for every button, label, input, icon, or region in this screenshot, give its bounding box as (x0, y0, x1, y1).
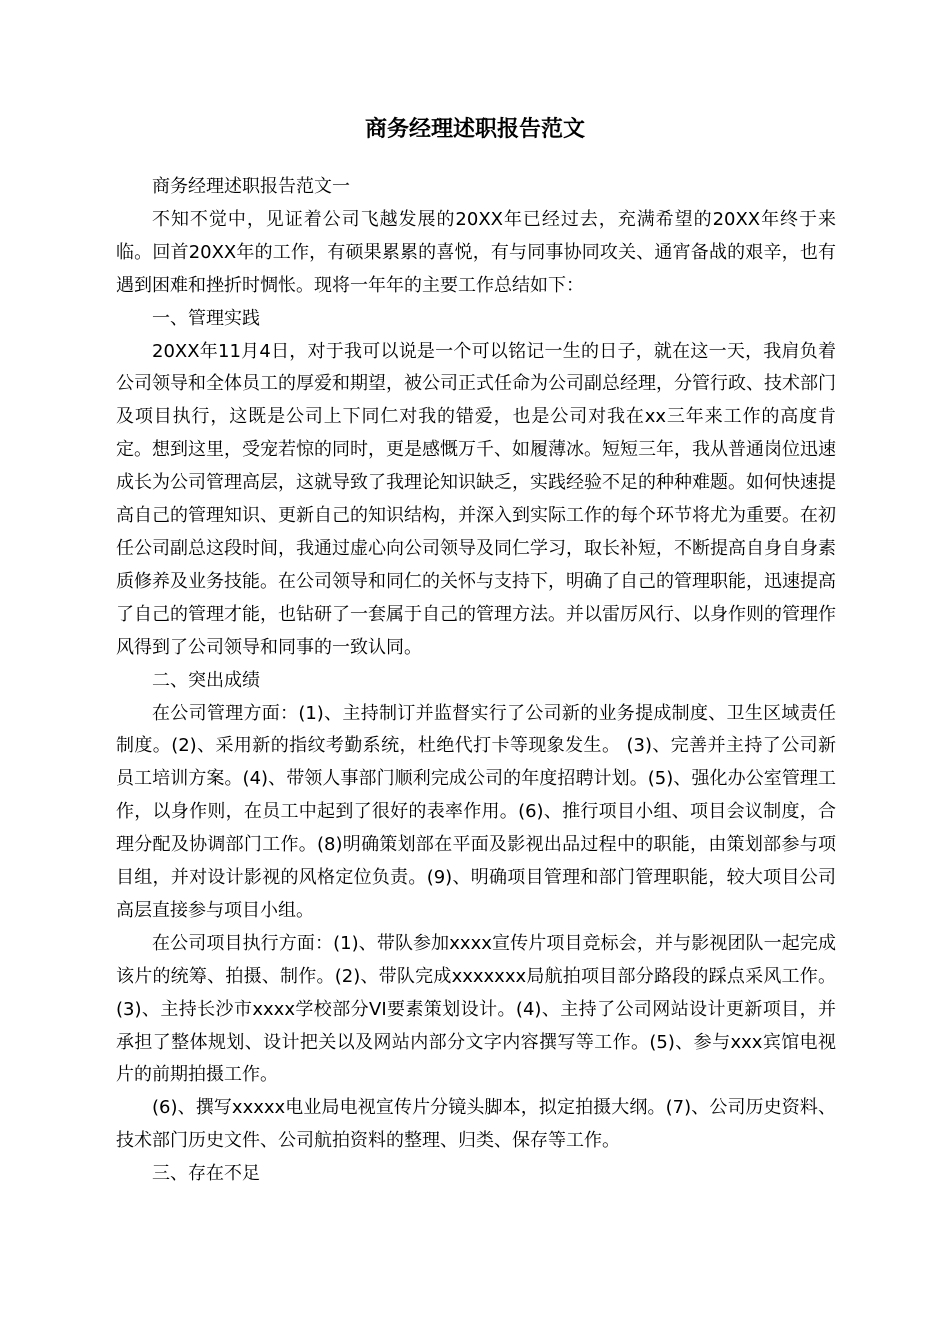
section-heading-shortcomings: 三、存在不足 (152, 1163, 260, 1185)
achievements-projects-paragraph: 在公司项目执行方面：(1)、带队参加xxxx宣传片项目竞标会，并与影视团队一起完成该片的统筹、拍摄、制作。(2)、带队完成xxxxxxx局航拍项目部分路段的踩点采风工作。(3)、主持长沙市xxxx学校部分VI要素策划设计。(4)、主持了公司网站设计更新项目，并承担了整体规划、设计把关以及网站内部分文字内容撰写等工作。(5)、参与xxx宾馆电视片的前期拍摄工作。 (116, 932, 836, 1086)
section-heading-management: 一、管理实践 (152, 307, 260, 329)
subtitle-paragraph: 商务经理述职报告范文一 (152, 176, 350, 197)
page-title: 商务经理述职报告范文 (364, 117, 585, 142)
achievements-management-paragraph: 在公司管理方面：(1)、主持制订并监督实行了公司新的业务提成制度、卫生区域责任制度。(2)、采用新的指纹考勤系统，杜绝代打卡等现象发生。 (3)、完善并主持了公司新员工培训方案。(4)、带领人事部门顺利完成公司的年度招聘计划。(5)、强化办公室管理工作，以身作则，在员工中起到了很好的表率作用。(6)、推行项目小组、项目会议制度，合理分配及协调部门工作。(8)明确策划部在平面及影视出品过程中的职能，由策划部参与项目组，并对设计影视的风格定位负责。(9)、明确项目管理和部门管理职能，较大项目公司高层直接参与项目小组。 (116, 702, 836, 921)
document-body (116, 171, 836, 1191)
section-heading-achievements: 二、突出成绩 (152, 669, 260, 691)
achievements-other-paragraph: (6)、撰写xxxxx电业局电视宣传片分镜头脚本，拟定拍摄大纲。(7)、公司历史资料、技术部门历史文件、公司航拍资料的整理、归类、保存等工作。 (116, 1097, 836, 1152)
management-paragraph: 20XX年11月4日，对于我可以说是一个可以铭记一生的日子，就在这一天，我肩负着公司领导和全体员工的厚爱和期望，被公司正式任命为公司副总经理，分管行政、技术部门及项目执行，这既是公司上下同仁对我的错爱，也是公司对我在xx三年来工作的高度肯定。想到这里，受宠若惊的同时，更是感慨万千、如履薄冰。短短三年，我从普通岗位迅速成长为公司管理高层，这就导致了我理论知识缺乏，实践经验不足的种种难题。如何快速提高自己的管理知识、更新自己的知识结构，并深入到实际工作的每个环节将尤为重要。在初任公司副总这段时间，我通过虚心向公司领导及同仁学习，取长补短，不断提高自身自身素质修养及业务技能。在公司领导和同仁的关怀与支持下，明确了自己的管理职能，迅速提高了自己的管理才能，也钻研了一套属于自己的管理方法。并以雷厉风行、以身作则的管理作风得到了公司领导和同事的一致认同。 (116, 340, 836, 658)
intro-paragraph: 不知不觉中，见证着公司飞越发展的20XX年已经过去，充满希望的20XX年终于来临。回首20XX年的工作，有硕果累累的喜悦，有与同事协同攻关、通宵备战的艰辛，也有遇到困难和挫折时惆怅。现将一年年的主要工作总结如下： (116, 208, 836, 296)
